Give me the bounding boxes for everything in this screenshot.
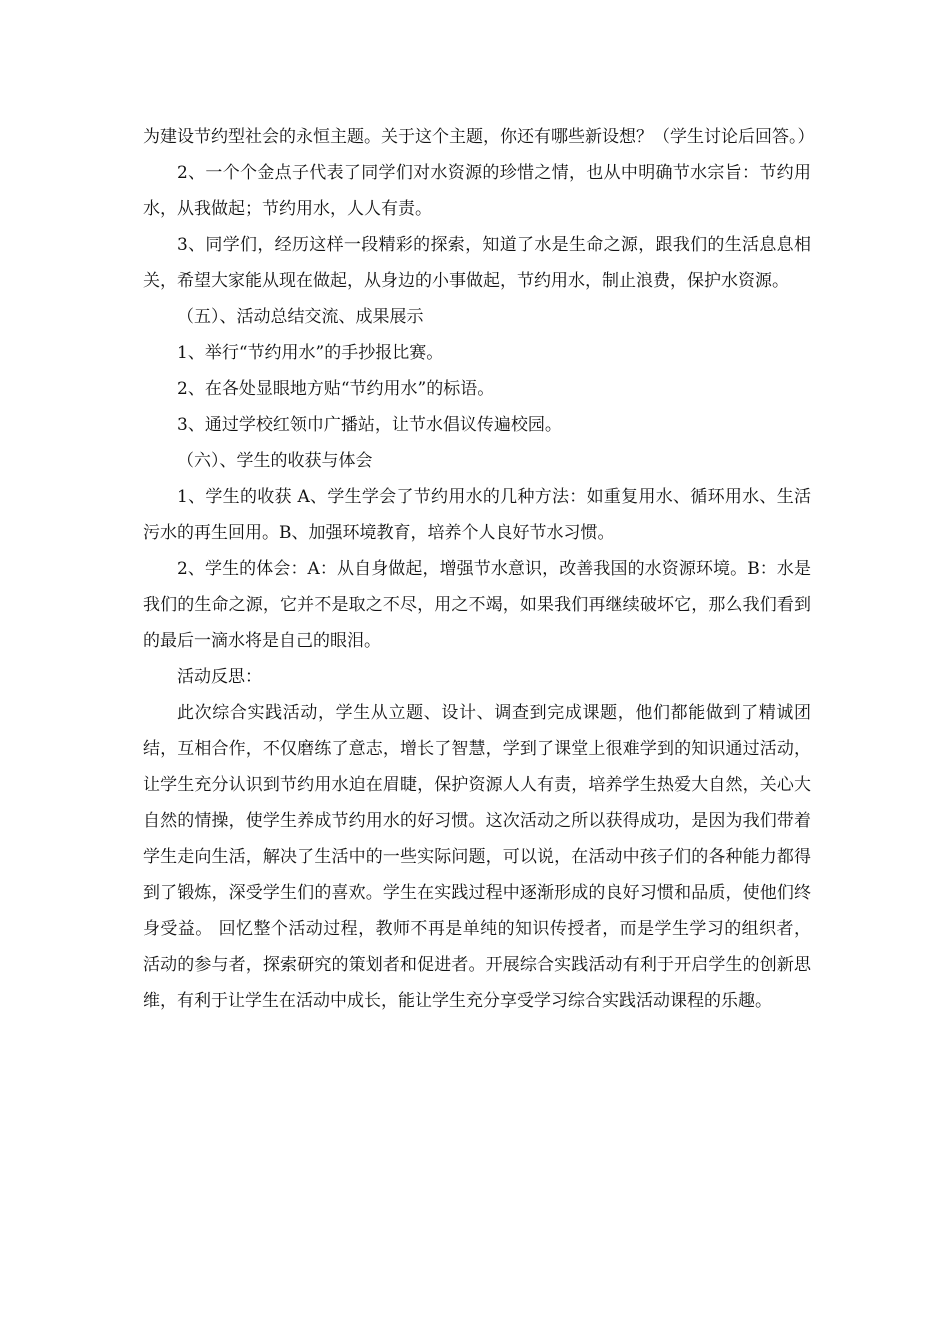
paragraph-continuation: 为建设节约型社会的永恒主题。关于这个主题，你还有哪些新设想？（学生讨论后回答。） — [143, 127, 815, 147]
paragraph-reflection: 此次综合实践活动，学生从立题、设计、调查到完成课题，他们都能做到了精诚团结，互相合作，不仅磨练了意志，增长了智慧，学到了课堂上很难学到的知识通过活动，让学生充分认识到节约用水迫在眉睫，保护资源人人有责，培养学生热爱大自然，关心大自然的情操，使学生养成节约用水的好习惯。这次活动之所以获得成功，是因为我们带着学生走向生活，解决了生活中的一些实际问题，可以说，在活动中孩子们的各种能力都得到了锻炼，深受学生们的喜欢。学生在实践过程中逐渐形成的良好习惯和品质，使他们终身受益。 回忆整个活动过程，教师不再是单纯的知识传授者，而是学生学习的组织者，活动的参与者，探索研究的策划者和促进者。开展综合实践活动有利于开启学生的创新思维，有利于让学生在活动中成长，能让学生充分享受学习综合实践活动课程的乐趣。 — [143, 703, 811, 1011]
section-heading-reflection: 活动反思： — [177, 667, 262, 687]
list-item-handwritten-newspaper: 1、举行“节约用水”的手抄报比赛。 — [177, 343, 444, 363]
document-body — [143, 119, 815, 1019]
section-heading-gains: （六）、学生的收获与体会 — [177, 451, 373, 471]
paragraph-student-experience: 2、学生的体会：A：从自身做起，增强节水意识，改善我国的水资源环境。B：水是我们的生命之源，它并不是取之不尽，用之不竭，如果我们再继续破坏它，那么我们看到的最后一滴水将是自己的眼泪。 — [143, 559, 811, 651]
paragraph-student-gains: 1、学生的收获 A、学生学会了节约用水的几种方法：如重复用水、循环用水、生活污水的再生回用。B、加强环境教育，培养个人良好节水习惯。 — [143, 487, 811, 543]
paragraph-point-2: 2、一个个金点子代表了同学们对水资源的珍惜之情，也从中明确节水宗旨：节约用水，从我做起；节约用水，人人有责。 — [143, 163, 811, 219]
section-heading-summary: （五）、活动总结交流、成果展示 — [177, 307, 424, 327]
list-item-slogans: 2、在各处显眼地方贴“节约用水”的标语。 — [177, 379, 495, 399]
paragraph-point-3: 3、同学们，经历这样一段精彩的探索，知道了水是生命之源，跟我们的生活息息相关，希望大家能从现在做起，从身边的小事做起，节约用水，制止浪费，保护水资源。 — [143, 235, 811, 291]
list-item-broadcast: 3、通过学校红领巾广播站，让节水倡议传遍校园。 — [177, 415, 562, 435]
